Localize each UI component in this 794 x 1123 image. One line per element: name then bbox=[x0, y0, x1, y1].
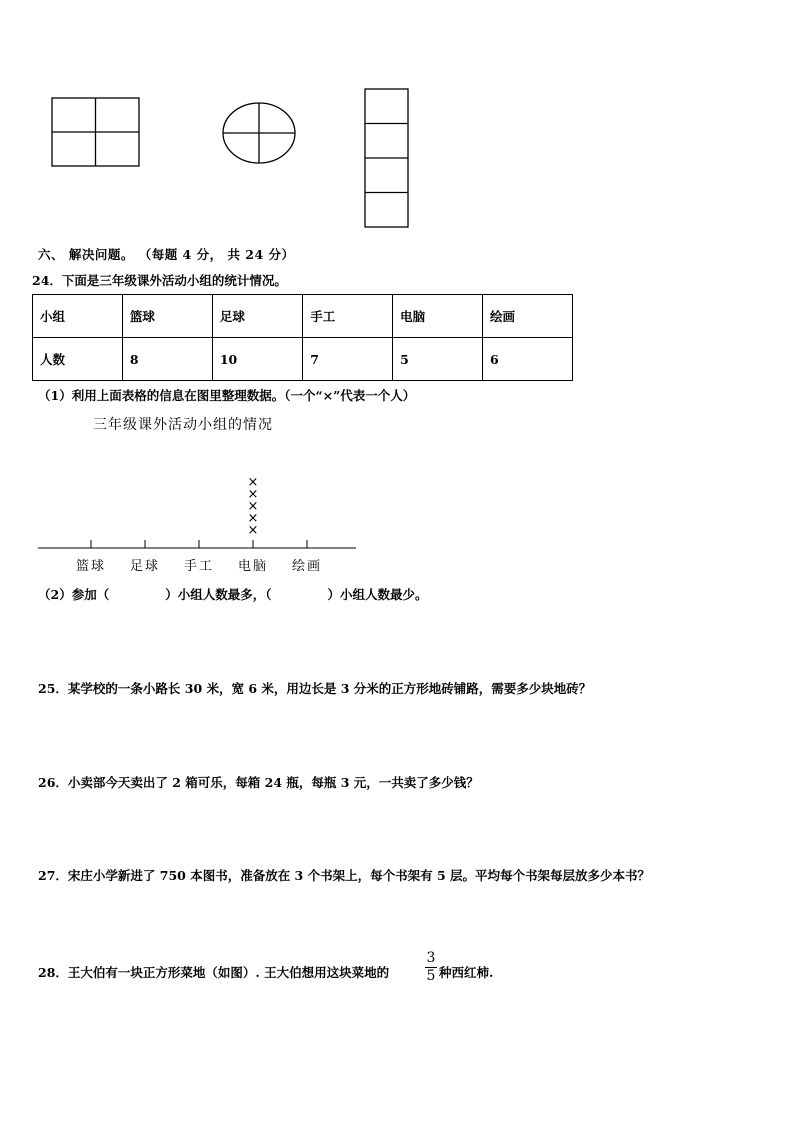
chart-category-labels bbox=[76, 558, 322, 574]
table-cell: 6 bbox=[483, 338, 573, 381]
table-cell: 电脑 bbox=[393, 295, 483, 338]
chart-ticks bbox=[91, 540, 307, 548]
rectangle-four-parts bbox=[365, 89, 408, 227]
question-24-part-1: （1）利用上面表格的信息在图里整理数据。（一个“×”代表一个人） bbox=[38, 388, 416, 403]
table-cell: 7 bbox=[303, 338, 393, 381]
table-cell: 足球 bbox=[212, 295, 302, 338]
table-cell: 5 bbox=[393, 338, 483, 381]
chart-mark: × bbox=[247, 487, 259, 502]
chart-category-label: 电脑 bbox=[237, 559, 269, 574]
top-figures bbox=[0, 0, 794, 240]
chart-title: 三年级课外活动小组的情况 bbox=[93, 417, 273, 433]
chart-category-label: 篮球 bbox=[75, 559, 107, 574]
chart-marks bbox=[248, 475, 259, 538]
chart-category-label: 绘画 bbox=[291, 559, 323, 574]
question-26: 26．小卖部今天卖出了 2 箱可乐，每箱 24 瓶，每瓶 3 元，一共卖了多少钱？ bbox=[38, 775, 479, 790]
circle-four-parts bbox=[223, 103, 295, 163]
pictograph-chart bbox=[0, 470, 400, 580]
question-28-after: 种西红柿. bbox=[439, 965, 494, 980]
question-28-before: 28．王大伯有一块正方形菜地（如图）. 王大伯想用这块菜地的 bbox=[38, 965, 390, 980]
table-cell: 人数 bbox=[33, 338, 123, 381]
fraction-numerator: 3 bbox=[426, 950, 436, 966]
stats-table bbox=[32, 294, 573, 381]
part-2-text-b: ）小组人数最多，（ bbox=[165, 587, 272, 602]
chart-mark: × bbox=[247, 523, 259, 538]
question-24-part-2 bbox=[38, 585, 427, 603]
chart-mark: × bbox=[247, 511, 259, 526]
question-25: 25．某学校的一条小路长 30 米，宽 6 米，用边长是 3 分米的正方形地砖铺路，需要多少块地砖？ bbox=[38, 681, 592, 696]
fraction-three-fifths bbox=[425, 950, 437, 985]
fraction-denominator: 5 bbox=[426, 968, 436, 984]
part-2-text-a: （2）参加（ bbox=[38, 587, 110, 602]
table-cell: 10 bbox=[212, 338, 302, 381]
section-6-title: 六、 解决问题。 （每题 4 分， 共 24 分） bbox=[38, 247, 295, 262]
chart-mark: × bbox=[247, 475, 259, 490]
question-24: 24．下面是三年级课外活动小组的统计情况。 bbox=[32, 273, 287, 288]
chart-category-label: 足球 bbox=[129, 559, 161, 574]
table-cell: 绘画 bbox=[483, 295, 573, 338]
table-row bbox=[33, 338, 573, 381]
table-cell: 手工 bbox=[303, 295, 393, 338]
table-cell: 篮球 bbox=[122, 295, 212, 338]
question-27: 27．宋庄小学新进了 750 本图书，准备放在 3 个书架上，每个书架有 5 层。平均每个书架每层放多少本书？ bbox=[38, 868, 650, 883]
chart-category-label: 手工 bbox=[183, 559, 215, 574]
table-row bbox=[33, 295, 573, 338]
part-2-text-c: ）小组人数最少。 bbox=[327, 587, 428, 602]
square-four-parts bbox=[52, 98, 139, 166]
table-cell: 小组 bbox=[33, 295, 123, 338]
table-cell: 8 bbox=[122, 338, 212, 381]
chart-mark: × bbox=[247, 499, 259, 514]
